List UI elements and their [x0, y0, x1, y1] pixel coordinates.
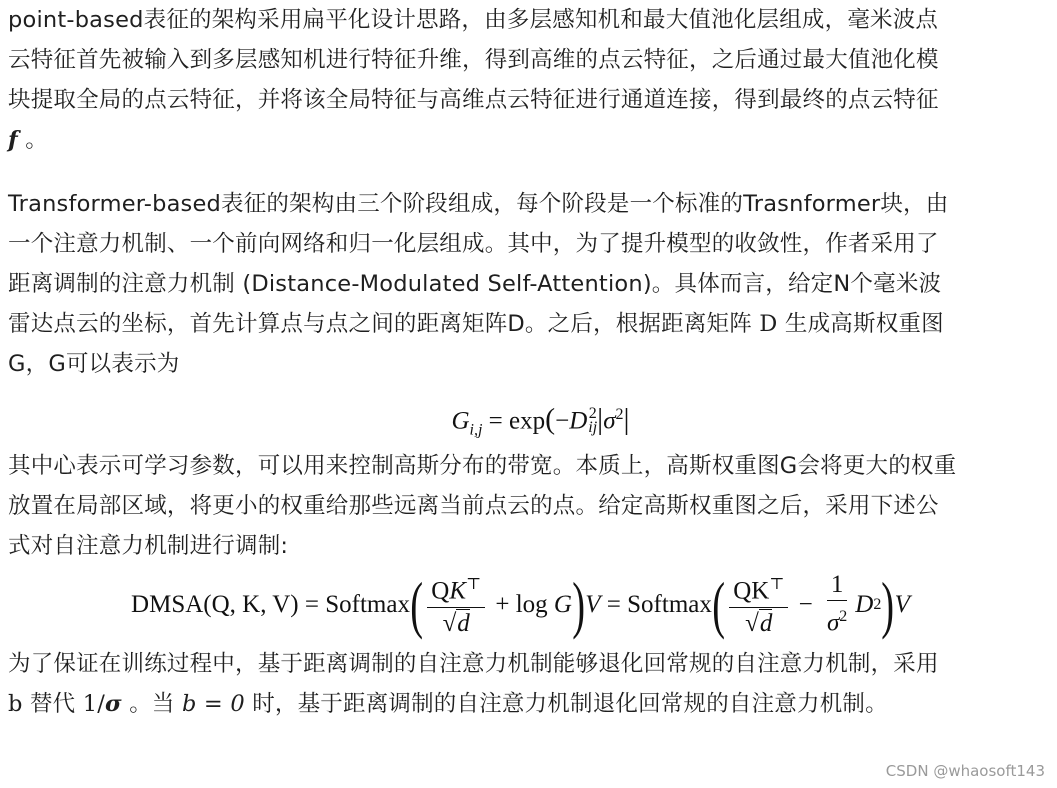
- eq-symbol: d: [457, 609, 470, 637]
- equation-dmsa: [8, 566, 1053, 644]
- eq-symbol: d: [759, 609, 773, 637]
- eq-denominator: [741, 608, 776, 640]
- eq-bar: |: [623, 402, 630, 436]
- eq-sqrt: √d: [745, 609, 773, 637]
- eq-superscript: 2: [873, 596, 882, 613]
- eq-symbol: σ: [826, 609, 840, 637]
- eq-lhs: DMSA(Q, K, V): [131, 591, 299, 618]
- text-line: [8, 304, 1053, 344]
- eq-symbol: QK: [733, 577, 770, 605]
- paragraph-transformer-based: [8, 184, 1053, 384]
- eq-numerator: 1: [827, 570, 848, 601]
- eq-symbol: V: [894, 591, 910, 618]
- paragraph-explanation: [8, 446, 1053, 566]
- eq-operator: −: [555, 407, 570, 435]
- eq-subscript: ij: [588, 418, 598, 436]
- text-line: 一个注意力机制、一个前向网络和归一化层组成。其中，为了提升模型的收敛性，作者采用了: [8, 231, 939, 257]
- eq-symbol: K: [449, 577, 467, 605]
- eq-numerator: [427, 570, 485, 607]
- eq-supsub: [588, 404, 598, 436]
- text-line: 其中心表示可学习参数，可以用来控制高斯分布的带宽。本质上，高斯权重图G会将更大的权重: [8, 453, 957, 479]
- math-variable-f: f: [8, 127, 18, 153]
- eq-superscript: 2: [839, 608, 848, 626]
- eq-superscript: 2: [615, 406, 624, 423]
- eq-equals: =: [606, 591, 621, 618]
- eq-fraction: [729, 570, 788, 639]
- eq-equals: =: [304, 591, 319, 618]
- eq-subscript: i,j: [469, 421, 483, 439]
- text-line: G，G可以表示为: [8, 351, 180, 377]
- punctuation: 。: [25, 127, 48, 153]
- text-segment: 时，基于距离调制的自注意力机制退化回常规的自注意力机制。: [252, 691, 888, 717]
- eq-denominator: [823, 601, 851, 639]
- text-line: 距离调制的注意力机制 (Distance-Modulated Self-Attention)。具体而言，给定N个毫米波: [8, 271, 942, 297]
- eq-equals: =: [488, 407, 503, 435]
- text-line: 式对自注意力机制进行调制:: [8, 533, 289, 559]
- math-fraction: 1/: [82, 691, 106, 717]
- eq-paren-open: (: [410, 569, 424, 640]
- eq-symbol: G: [451, 407, 470, 435]
- text-line: 为了保证在训练过程中，基于距离调制的自注意力机制能够退化回常规的自注意力机制，采用: [8, 651, 939, 677]
- eq-denominator: [439, 608, 474, 640]
- csdn-watermark: CSDN @whaosoft143: [885, 762, 1045, 780]
- text-line: 云特征首先被输入到多层感知机进行特征升维，得到高维的点云特征，之后通过最大值池化模: [8, 47, 939, 73]
- eq-fraction: [823, 570, 851, 639]
- eq-paren-open: (: [712, 569, 725, 640]
- paragraph-degeneration: [8, 644, 1053, 724]
- eq-operator: +: [495, 591, 510, 618]
- eq-paren-close: ): [881, 569, 895, 640]
- eq-superscript: ⊤: [769, 576, 785, 594]
- article-body: [8, 0, 1053, 724]
- text-segment: 替代: [29, 691, 76, 717]
- eq-superscript: ⊤: [466, 576, 482, 594]
- eq-symbol: V: [585, 591, 601, 618]
- eq-superscript: 2: [588, 404, 597, 422]
- eq-symbol: G: [553, 591, 572, 618]
- eq-symbol: D: [569, 407, 588, 435]
- eq-symbol: σ: [603, 407, 616, 435]
- text-segment: 。当: [129, 691, 175, 717]
- eq-symbol: D: [855, 591, 874, 618]
- text-line: [8, 684, 1053, 724]
- text-line: point-based表征的架构采用扁平化设计思路，由多层感知机和最大值池化层组成，毫米波点: [8, 7, 939, 33]
- eq-bar: |: [597, 402, 604, 436]
- eq-symbol: Q: [431, 577, 450, 605]
- math-condition: b = 0: [181, 691, 245, 717]
- math-variable-sigma: σ: [105, 691, 122, 717]
- paragraph-point-based: [8, 0, 1053, 160]
- eq-function: exp: [509, 407, 546, 435]
- equation-gaussian-weight: [8, 384, 1053, 446]
- eq-numerator: [729, 570, 788, 607]
- text-line: 放置在局部区域，将更小的权重给那些远离当前点云的点。给定高斯权重图之后，采用下述公: [8, 493, 939, 519]
- paragraph-gap: [8, 160, 1053, 184]
- eq-function: Softmax: [627, 591, 712, 618]
- eq-function: log: [515, 591, 548, 618]
- eq-paren-close: ): [572, 569, 586, 640]
- text-line: Transformer-based表征的架构由三个阶段组成，每个阶段是一个标准的Trasnformer块，由: [8, 191, 949, 217]
- eq-operator: −: [798, 591, 813, 618]
- text-line: 块提取全局的点云特征，并将该全局特征与高维点云特征进行通道连接，得到最终的点云特征: [8, 87, 939, 113]
- eq-paren: (: [545, 402, 556, 436]
- text-segment: 雷达点云的坐标，首先计算点与点之间的距离矩阵D。之后，根据距离矩阵: [8, 311, 752, 337]
- eq-function: Softmax: [325, 591, 410, 618]
- math-variable-b: b: [8, 691, 23, 717]
- eq-sqrt: √d: [442, 609, 470, 637]
- text-line: [8, 120, 1053, 160]
- math-variable-D: D: [759, 311, 778, 337]
- eq-fraction: [427, 570, 485, 639]
- text-segment: 生成高斯权重图: [784, 311, 944, 337]
